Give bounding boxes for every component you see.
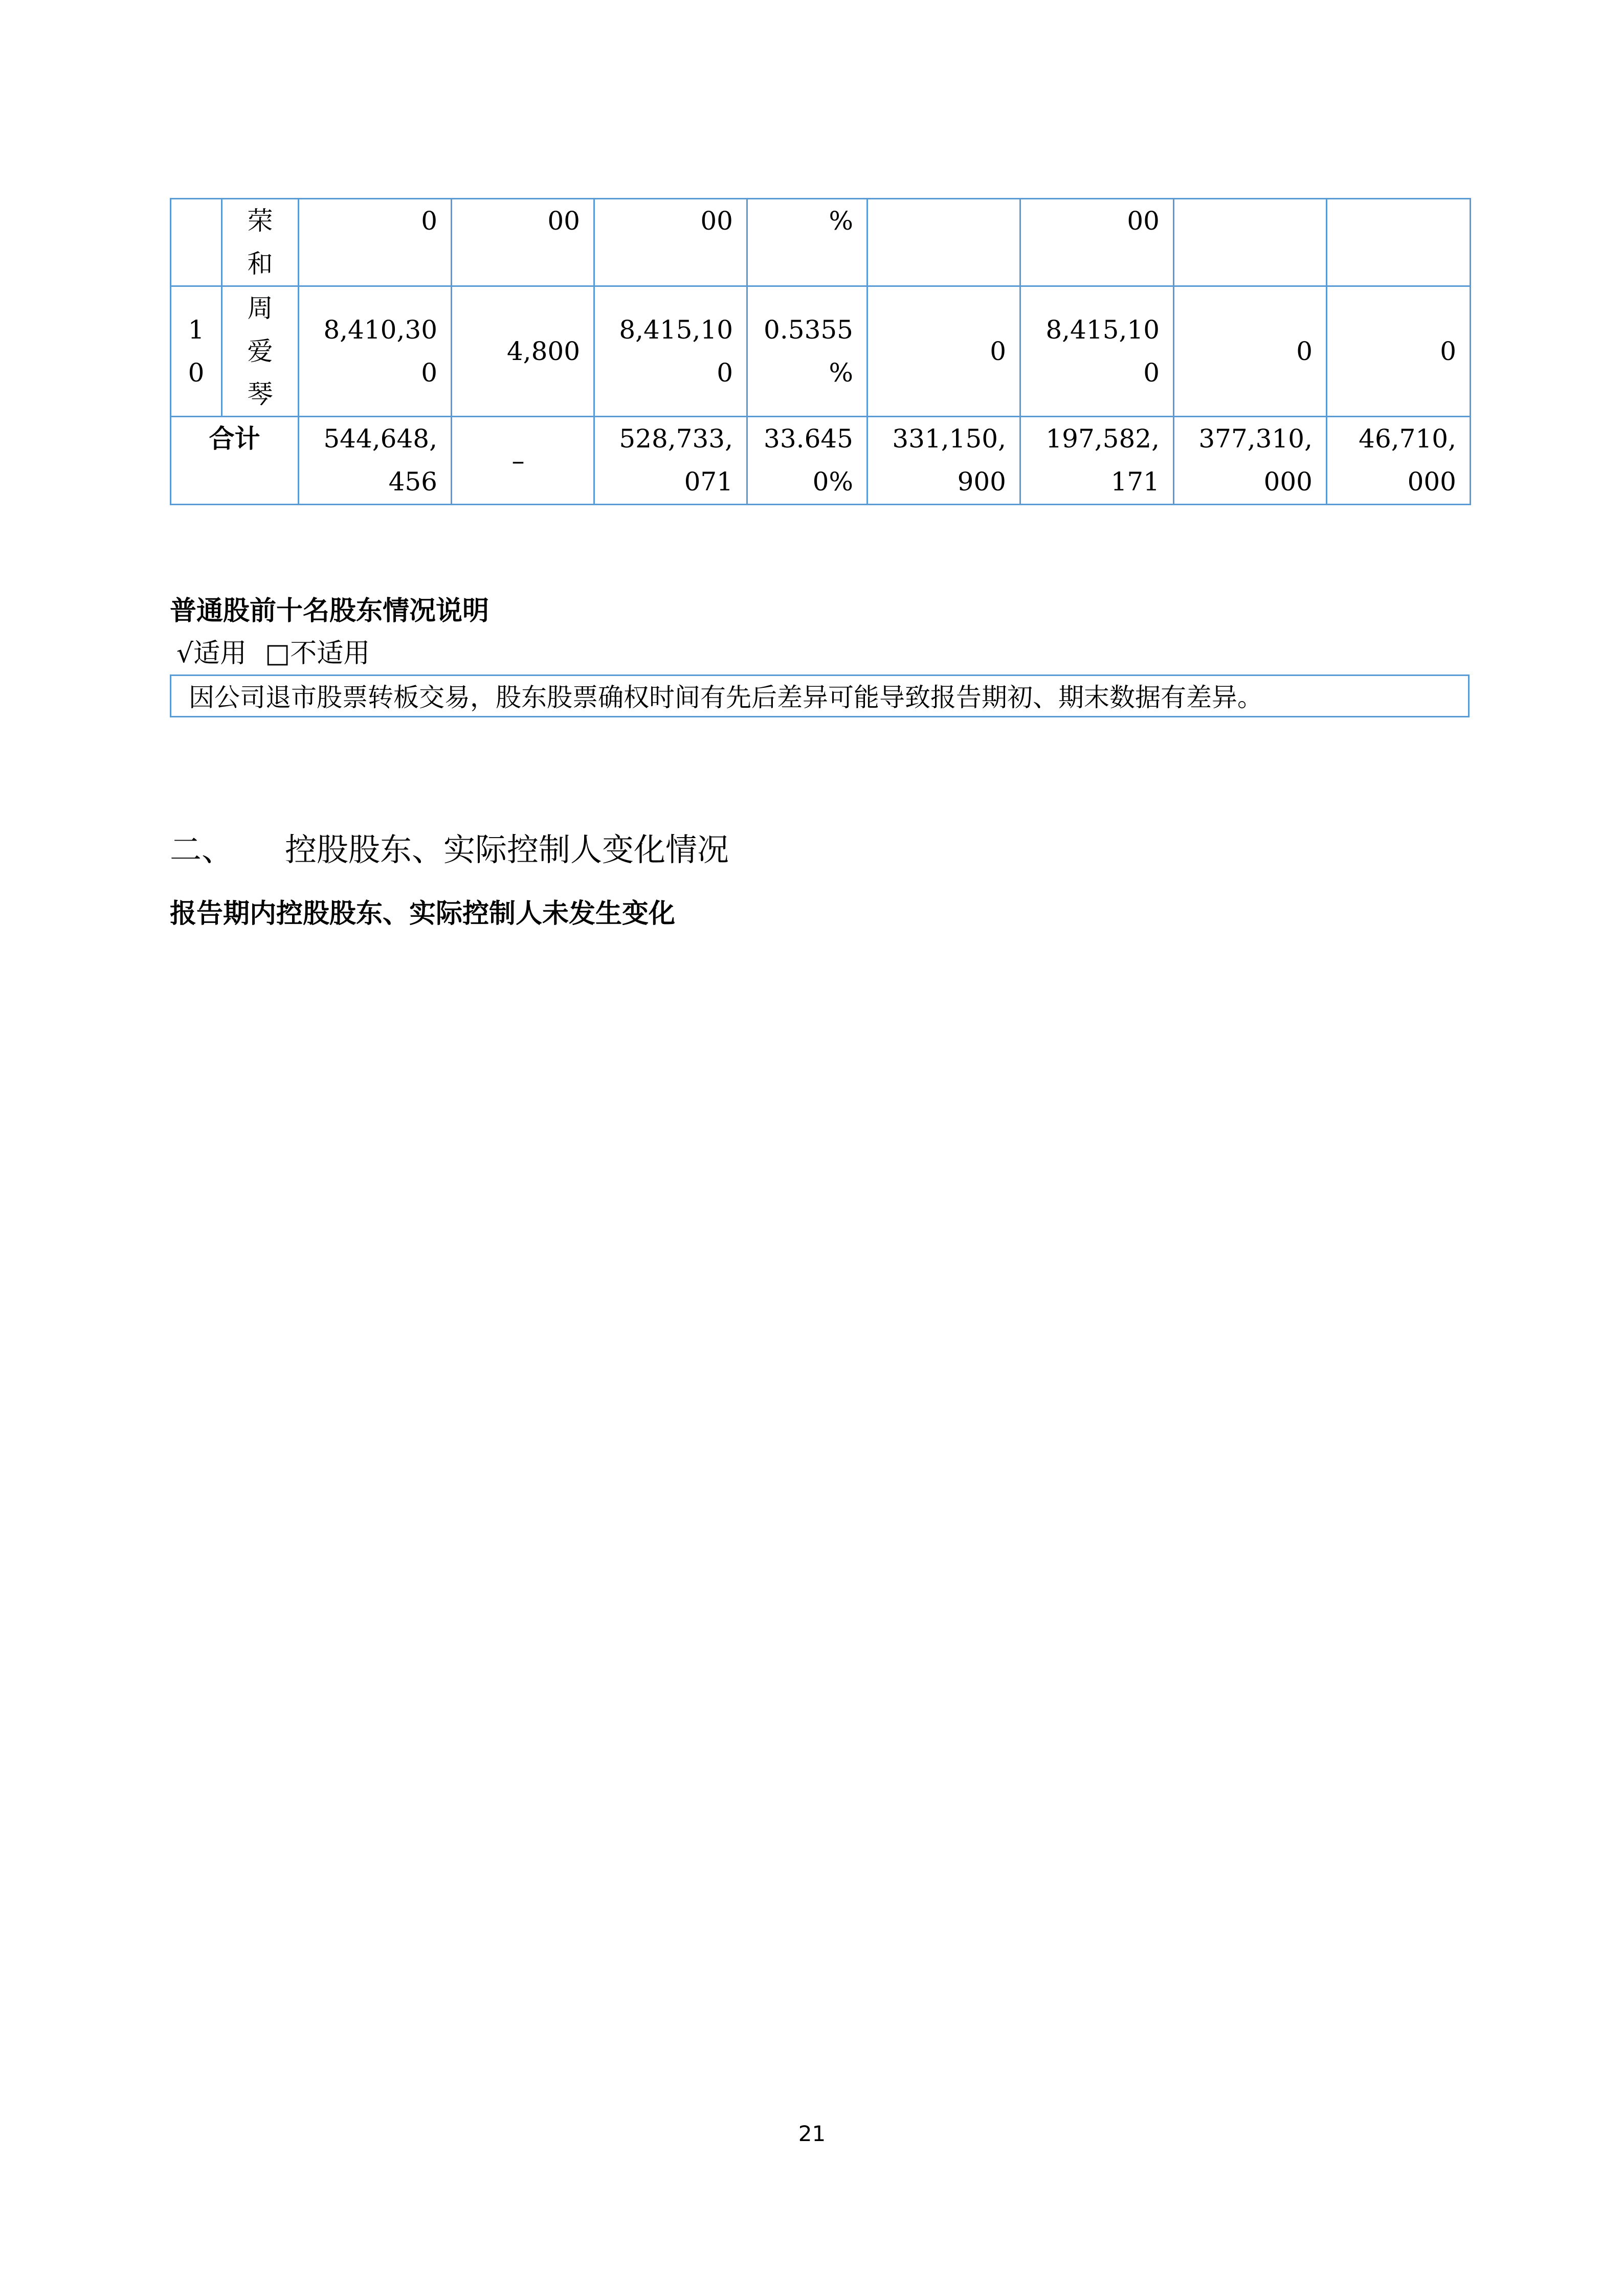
total-label: 合计 bbox=[171, 417, 299, 505]
table-cell bbox=[867, 199, 1020, 286]
table-cell: 0 bbox=[299, 199, 452, 286]
table-cell: 377,310, 000 bbox=[1174, 417, 1327, 505]
page-number: 21 bbox=[798, 2121, 826, 2146]
table-cell: 00 bbox=[452, 199, 594, 286]
note-title: 普通股前十名股东情况说明 bbox=[170, 596, 490, 626]
note-content: 因公司退市股票转板交易，股东股票确权时间有先后差异可能导致报告期初、期末数据有差异。 bbox=[170, 674, 1470, 717]
section-title: 控股股东、实际控制人变化情况 bbox=[285, 831, 729, 868]
table-cell: 33.645 0% bbox=[747, 417, 867, 505]
table-cell: 0.5355 % bbox=[747, 286, 867, 417]
table-cell bbox=[1327, 199, 1471, 286]
table-row bbox=[171, 199, 1471, 286]
table-cell: 46,710, 000 bbox=[1327, 417, 1471, 505]
option-applicable: √适用 bbox=[176, 638, 247, 669]
table-cell: 00 bbox=[1020, 199, 1174, 286]
table-cell: 0 bbox=[1174, 286, 1327, 417]
option-not-applicable: □不适用 bbox=[265, 638, 370, 669]
applicability-options bbox=[176, 636, 370, 671]
table-cell: 4,800 bbox=[452, 286, 594, 417]
table-row bbox=[171, 286, 1471, 417]
section-number: 二、 bbox=[170, 831, 234, 868]
table-cell: – bbox=[452, 417, 594, 505]
section-body: 报告期内控股股东、实际控制人未发生变化 bbox=[170, 898, 676, 929]
table-cell: 8,410,30 0 bbox=[299, 286, 452, 417]
table-cell: 0 bbox=[867, 286, 1020, 417]
table-cell: 8,415,10 0 bbox=[594, 286, 747, 417]
shareholder-name: 荣 和 bbox=[222, 199, 299, 286]
shareholder-name: 周 爱 琴 bbox=[222, 286, 299, 417]
table-cell bbox=[1174, 199, 1327, 286]
table-cell: 197,582, 171 bbox=[1020, 417, 1174, 505]
table-cell: 528,733, 071 bbox=[594, 417, 747, 505]
table-cell: 0 bbox=[1327, 286, 1471, 417]
row-index bbox=[171, 199, 222, 286]
table-cell: 00 bbox=[594, 199, 747, 286]
section-heading bbox=[170, 829, 729, 870]
table-cell: 331,150, 900 bbox=[867, 417, 1020, 505]
table-total-row bbox=[171, 417, 1471, 505]
table-cell: 8,415,10 0 bbox=[1020, 286, 1174, 417]
table-cell: 544,648, 456 bbox=[299, 417, 452, 505]
table-cell: % bbox=[747, 199, 867, 286]
row-index: 1 0 bbox=[171, 286, 222, 417]
shareholder-table bbox=[170, 198, 1471, 505]
